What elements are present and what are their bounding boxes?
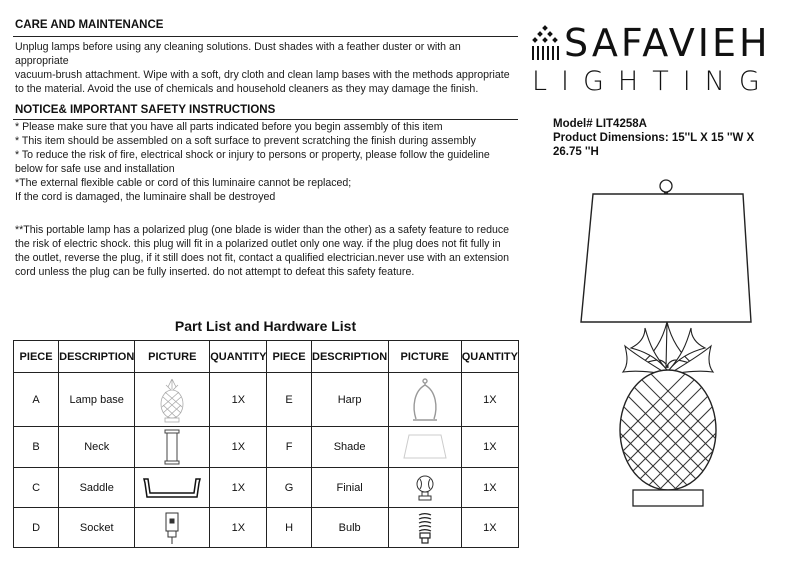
notice-line: * Please make sure that you have all parts indicated before you begin assembly of this item xyxy=(15,121,443,133)
logo-mark-icon xyxy=(528,24,562,64)
socket-icon xyxy=(163,511,181,545)
plug-warning-line: **This portable lamp has a polarized plug (one blade is wider than the other) as a safety feature to reduce xyxy=(15,224,510,236)
notice-title: NOTICE& IMPORTANT SAFETY INSTRUCTIONS xyxy=(15,104,276,116)
table-row xyxy=(14,373,519,427)
picture-cell xyxy=(135,468,210,508)
picture-cell xyxy=(388,427,461,468)
table-header-row xyxy=(14,341,519,373)
quantity-cell: 1X xyxy=(210,508,267,548)
plug-warning-text xyxy=(15,223,520,279)
plug-warning-line: the outlet, reverse the plug, if it still does not fit, contact a qualified electrician.never use with an extension xyxy=(15,252,510,264)
harp-icon xyxy=(408,377,442,423)
model-number: Model# LIT4258A xyxy=(553,118,647,130)
quantity-cell: 1X xyxy=(210,427,267,468)
picture-cell xyxy=(388,508,461,548)
notice-line: If the cord is damaged, the luminaire shall be destroyed xyxy=(15,191,276,203)
piece-cell: G xyxy=(267,468,311,508)
table-row xyxy=(14,508,519,548)
table-row xyxy=(14,427,519,468)
product-spec xyxy=(553,117,798,159)
description-cell: Finial xyxy=(311,468,388,508)
pineapple-lamp-illustration xyxy=(555,168,755,513)
piece-cell: F xyxy=(267,427,311,468)
description-cell: Neck xyxy=(59,427,135,468)
care-divider xyxy=(13,36,518,37)
bulb-icon xyxy=(415,511,435,545)
quantity-cell: 1X xyxy=(210,373,267,427)
description-cell: Harp xyxy=(311,373,388,427)
parts-table-title: Part List and Hardware List xyxy=(174,318,357,334)
care-line: to the material. Avoid the use of chemicals and household cleaners as they may damage the finish. xyxy=(15,83,479,95)
notice-text xyxy=(15,120,520,204)
logo-brand-name: SAFAVIEH xyxy=(564,21,771,65)
quantity-cell: 1X xyxy=(461,427,518,468)
quantity-cell: 1X xyxy=(461,373,518,427)
notice-line: * To reduce the risk of fire, electrical shock or injury to persons or property, please follow the guideline xyxy=(15,149,490,161)
piece-cell: E xyxy=(267,373,311,427)
picture-cell xyxy=(135,427,210,468)
care-line: appropriate xyxy=(15,55,69,67)
description-cell: Saddle xyxy=(59,468,135,508)
care-text xyxy=(15,40,520,96)
piece-cell: B xyxy=(14,427,59,468)
piece-cell: D xyxy=(14,508,59,548)
neck-icon xyxy=(162,429,182,465)
description-cell: Lamp base xyxy=(59,373,135,427)
product-dimensions-cont: 26.75 ''H xyxy=(553,146,599,158)
quantity-cell: 1X xyxy=(210,468,267,508)
quantity-cell: 1X xyxy=(461,508,518,548)
care-line: vacuum-brush attachment. Wipe with a soft, dry cloth and clean lamp bases with the methods appropriate xyxy=(15,69,510,81)
quantity-cell: 1X xyxy=(461,468,518,508)
notice-line: * This item should be assembled on a soft surface to prevent scratching the finish during assembly xyxy=(15,135,476,147)
table-row xyxy=(14,468,519,508)
description-cell: Socket xyxy=(59,508,135,548)
product-dimensions: Product Dimensions: 15''L X 15 ''W X xyxy=(553,132,755,144)
header-piece: PIECE xyxy=(14,341,59,373)
picture-cell xyxy=(388,468,461,508)
header-quantity: QUANTITY xyxy=(210,341,267,373)
picture-cell xyxy=(135,508,210,548)
header-picture: PICTURE xyxy=(388,341,461,373)
description-cell: Shade xyxy=(311,427,388,468)
logo-brand-sub: LIGHTING xyxy=(532,66,774,97)
notice-line: *The external flexible cable or cord of this luminaire cannot be replaced; xyxy=(15,177,352,189)
picture-cell xyxy=(388,373,461,427)
safavieh-logo xyxy=(528,18,798,98)
shade-icon xyxy=(401,432,449,462)
piece-cell: A xyxy=(14,373,59,427)
saddle-icon xyxy=(142,475,202,501)
header-description: DESCRIPTION xyxy=(59,341,135,373)
header-piece: PIECE xyxy=(267,341,311,373)
lamp-base-icon xyxy=(157,377,187,423)
piece-cell: H xyxy=(267,508,311,548)
notice-line: below for safe use and installation xyxy=(15,163,175,175)
finial-icon xyxy=(412,472,438,504)
plug-warning-line: cord unless the plug can be fully inserted. do not attempt to defeat this safety feature. xyxy=(15,266,415,278)
care-title: CARE AND MAINTENANCE xyxy=(15,19,164,31)
piece-cell: C xyxy=(14,468,59,508)
plug-warning-line: the risk of electric shock. this plug will fit in a polarized outlet only one way. if the plug does not fit fully in xyxy=(15,238,501,250)
picture-cell xyxy=(135,373,210,427)
description-cell: Bulb xyxy=(311,508,388,548)
header-description: DESCRIPTION xyxy=(311,341,388,373)
header-quantity: QUANTITY xyxy=(461,341,518,373)
parts-table xyxy=(13,340,519,548)
care-line: Unplug lamps before using any cleaning solutions. Dust shades with a feather duster or with an xyxy=(15,41,461,53)
header-picture: PICTURE xyxy=(135,341,210,373)
